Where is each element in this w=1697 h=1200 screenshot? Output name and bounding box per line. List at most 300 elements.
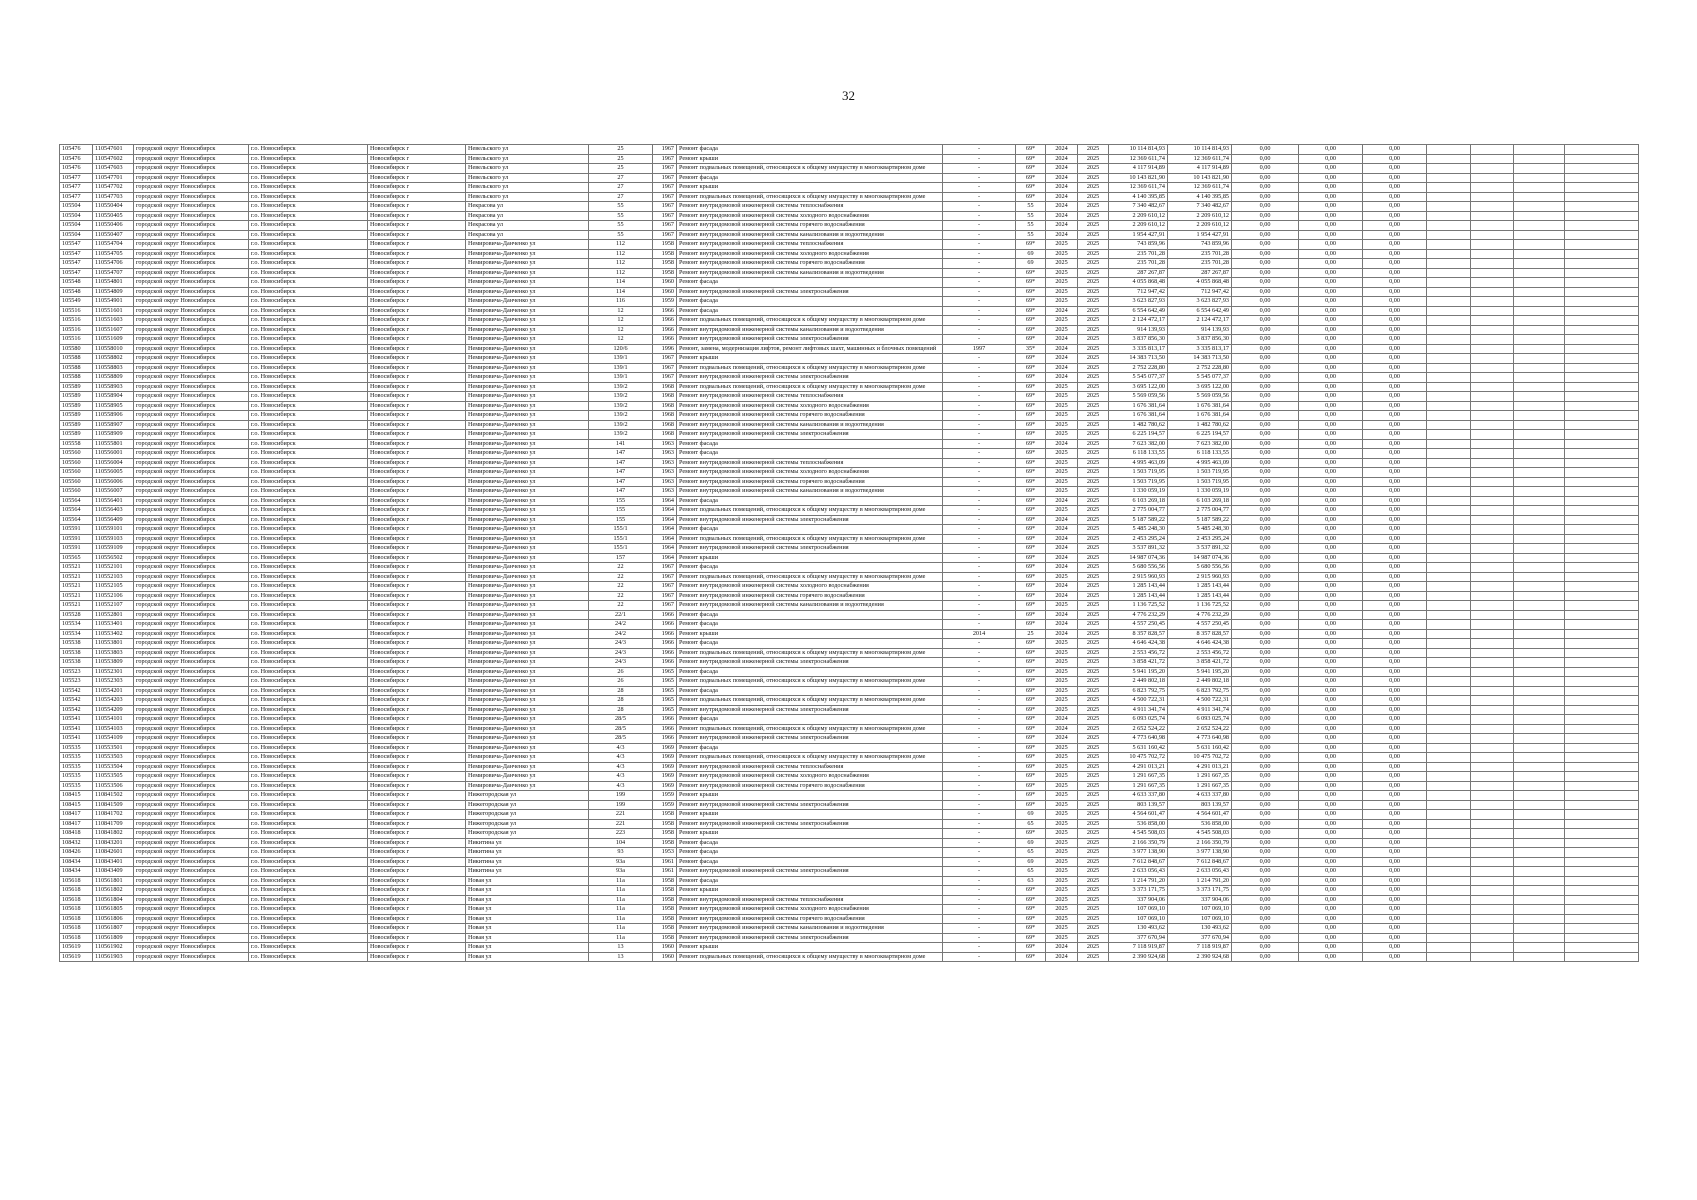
budget-local-cell: 0,00: [1363, 230, 1427, 240]
total-cost-cell: 337 904,06: [1109, 895, 1168, 905]
budget-federal-cell: 0,00: [1232, 601, 1299, 611]
budget-federal-cell: 0,00: [1232, 164, 1299, 174]
plan-year-start-cell: 2025: [1046, 420, 1078, 430]
empty-cell: [1427, 202, 1471, 212]
wear-cell: 69*: [1016, 563, 1046, 573]
total-cost-cell: 3 858 421,72: [1109, 658, 1168, 668]
budget-local-cell: 0,00: [1363, 420, 1427, 430]
empty-cell: [1471, 202, 1514, 212]
wear-cell: 69*: [1016, 420, 1046, 430]
empty-cell: [1427, 382, 1471, 392]
district-cell: городской округ Новосибирск: [134, 430, 249, 440]
district-cell: городской округ Новосибирск: [134, 268, 249, 278]
table-row: [60, 230, 1639, 240]
city-cell: Новосибирск г: [368, 563, 466, 573]
work-type-cell: Ремонт внутридомовой инженерной системы горячего водоснабжения: [677, 914, 943, 924]
total-cost-cell: 2 633 056,43: [1109, 867, 1168, 877]
total-cost-cell: 7 340 482,67: [1109, 202, 1168, 212]
budget-federal-cell: 0,00: [1232, 534, 1299, 544]
street-cell: Никитина ул: [466, 848, 589, 858]
total-cost-cell: 10 475 702,72: [1109, 753, 1168, 763]
build-year-cell: 1969: [653, 762, 677, 772]
build-year-cell: 1961: [653, 867, 677, 877]
table-row: [60, 819, 1639, 829]
empty-cell: [1565, 515, 1639, 525]
total-cost-cell: 1 954 427,91: [1109, 230, 1168, 240]
city-cell: Новосибирск г: [368, 173, 466, 183]
table-row: [60, 449, 1639, 459]
build-year-cell: 1960: [653, 952, 677, 962]
empty-cell: [1427, 287, 1471, 297]
lift-year-cell: -: [943, 164, 1016, 174]
house-id-cell: 105618: [60, 876, 93, 886]
empty-cell: [1514, 677, 1565, 687]
budget-local-cell: 0,00: [1363, 639, 1427, 649]
budget-regional-cell: 0,00: [1299, 202, 1363, 212]
empty-cell: [1565, 354, 1639, 364]
lift-year-cell: -: [943, 249, 1016, 259]
work-type-cell: Ремонт внутридомовой инженерной системы холодного водоснабжения: [677, 401, 943, 411]
empty-cell: [1514, 363, 1565, 373]
work-id-cell: 110550407: [93, 230, 134, 240]
district-cell: городской округ Новосибирск: [134, 791, 249, 801]
budget-local-cell: 0,00: [1363, 240, 1427, 250]
city-cell: Новосибирск г: [368, 667, 466, 677]
plan-year-end-cell: 2025: [1078, 325, 1109, 335]
house-id-cell: 105534: [60, 620, 93, 630]
empty-cell: [1427, 354, 1471, 364]
district-cell: городской округ Новосибирск: [134, 287, 249, 297]
build-year-cell: 1964: [653, 515, 677, 525]
house-id-cell: 105477: [60, 183, 93, 193]
empty-cell: [1427, 344, 1471, 354]
total-cost-cell: 4 117 914,89: [1109, 164, 1168, 174]
wear-cell: 69*: [1016, 363, 1046, 373]
total-cost-cell: 2 209 610,12: [1109, 221, 1168, 231]
plan-year-start-cell: 2025: [1046, 458, 1078, 468]
work-id-cell: 110561902: [93, 943, 134, 953]
house-id-cell: 105591: [60, 544, 93, 554]
budget-federal-cell: 0,00: [1232, 230, 1299, 240]
street-cell: Нижегородская ул: [466, 810, 589, 820]
budget-federal-cell: 0,00: [1232, 411, 1299, 421]
plan-year-start-cell: 2025: [1046, 705, 1078, 715]
table-row: [60, 610, 1639, 620]
fund-cost-cell: 14 383 713,50: [1168, 354, 1232, 364]
empty-cell: [1565, 734, 1639, 744]
build-year-cell: 1967: [653, 202, 677, 212]
fund-cost-cell: 1 676 381,64: [1168, 401, 1232, 411]
budget-federal-cell: 0,00: [1232, 724, 1299, 734]
city-cell: Новосибирск г: [368, 230, 466, 240]
empty-cell: [1514, 164, 1565, 174]
street-cell: Немировича-Данченко ул: [466, 373, 589, 383]
fund-cost-cell: 4 557 250,45: [1168, 620, 1232, 630]
house-number-cell: 55: [589, 202, 653, 212]
empty-cell: [1565, 420, 1639, 430]
work-type-cell: Ремонт подвальных помещений, относящихся к общему имуществу в многоквартирном доме: [677, 506, 943, 516]
empty-cell: [1427, 800, 1471, 810]
empty-cell: [1427, 240, 1471, 250]
house-number-cell: 11а: [589, 876, 653, 886]
wear-cell: 69*: [1016, 648, 1046, 658]
house-id-cell: 105547: [60, 249, 93, 259]
city-cell: Новосибирск г: [368, 506, 466, 516]
wear-cell: 35*: [1016, 344, 1046, 354]
street-cell: Немировича-Данченко ул: [466, 306, 589, 316]
work-id-cell: 110558802: [93, 354, 134, 364]
work-type-cell: Ремонт фасада: [677, 715, 943, 725]
district-cell: городской округ Новосибирск: [134, 278, 249, 288]
work-id-cell: 110561903: [93, 952, 134, 962]
empty-cell: [1471, 344, 1514, 354]
fund-cost-cell: 3 537 891,32: [1168, 544, 1232, 554]
empty-cell: [1427, 183, 1471, 193]
empty-cell: [1565, 924, 1639, 934]
empty-cell: [1565, 943, 1639, 953]
work-id-cell: 110556007: [93, 487, 134, 497]
work-id-cell: 110554704: [93, 240, 134, 250]
house-number-cell: 147: [589, 458, 653, 468]
empty-cell: [1514, 306, 1565, 316]
house-number-cell: 25: [589, 154, 653, 164]
total-cost-cell: 4 911 341,74: [1109, 705, 1168, 715]
empty-cell: [1565, 297, 1639, 307]
street-cell: Немировича-Данченко ул: [466, 420, 589, 430]
house-id-cell: 105548: [60, 287, 93, 297]
fund-cost-cell: 8 357 828,57: [1168, 629, 1232, 639]
lift-year-cell: -: [943, 838, 1016, 848]
street-cell: Немировича-Данченко ул: [466, 677, 589, 687]
build-year-cell: 1969: [653, 753, 677, 763]
empty-cell: [1471, 316, 1514, 326]
wear-cell: 69: [1016, 857, 1046, 867]
empty-cell: [1514, 249, 1565, 259]
empty-cell: [1514, 696, 1565, 706]
budget-local-cell: 0,00: [1363, 392, 1427, 402]
table-row: [60, 648, 1639, 658]
work-type-cell: Ремонт подвальных помещений, относящихся к общему имуществу в многоквартирном доме: [677, 316, 943, 326]
budget-local-cell: 0,00: [1363, 943, 1427, 953]
municipality-cell: г.о. Новосибирск: [249, 829, 368, 839]
work-type-cell: Ремонт фасада: [677, 620, 943, 630]
plan-year-end-cell: 2025: [1078, 715, 1109, 725]
municipality-cell: г.о. Новосибирск: [249, 373, 368, 383]
budget-federal-cell: 0,00: [1232, 297, 1299, 307]
table-row: [60, 914, 1639, 924]
table-row: [60, 192, 1639, 202]
budget-regional-cell: 0,00: [1299, 553, 1363, 563]
house-number-cell: 22: [589, 572, 653, 582]
plan-year-end-cell: 2025: [1078, 781, 1109, 791]
build-year-cell: 1960: [653, 278, 677, 288]
work-id-cell: 110558909: [93, 430, 134, 440]
total-cost-cell: 7 118 919,87: [1109, 943, 1168, 953]
wear-cell: 69*: [1016, 325, 1046, 335]
budget-local-cell: 0,00: [1363, 544, 1427, 554]
table-row: [60, 373, 1639, 383]
lift-year-cell: -: [943, 572, 1016, 582]
empty-cell: [1514, 819, 1565, 829]
empty-cell: [1471, 620, 1514, 630]
district-cell: городской округ Новосибирск: [134, 249, 249, 259]
house-id-cell: 108432: [60, 838, 93, 848]
house-number-cell: 112: [589, 268, 653, 278]
build-year-cell: 1959: [653, 297, 677, 307]
empty-cell: [1471, 772, 1514, 782]
plan-year-start-cell: 2024: [1046, 715, 1078, 725]
fund-cost-cell: 1 330 059,19: [1168, 487, 1232, 497]
work-type-cell: Ремонт внутридомовой инженерной системы холодного водоснабжения: [677, 211, 943, 221]
budget-local-cell: 0,00: [1363, 287, 1427, 297]
city-cell: Новосибирск г: [368, 515, 466, 525]
lift-year-cell: -: [943, 867, 1016, 877]
municipality-cell: г.о. Новосибирск: [249, 610, 368, 620]
empty-cell: [1565, 154, 1639, 164]
district-cell: городской округ Новосибирск: [134, 582, 249, 592]
work-type-cell: Ремонт внутридомовой инженерной системы электроснабжения: [677, 734, 943, 744]
total-cost-cell: 3 537 891,32: [1109, 544, 1168, 554]
plan-year-end-cell: 2025: [1078, 696, 1109, 706]
plan-year-start-cell: 2024: [1046, 192, 1078, 202]
empty-cell: [1427, 297, 1471, 307]
municipality-cell: г.о. Новосибирск: [249, 515, 368, 525]
plan-year-start-cell: 2024: [1046, 363, 1078, 373]
empty-cell: [1471, 924, 1514, 934]
budget-federal-cell: 0,00: [1232, 563, 1299, 573]
house-number-cell: 27: [589, 192, 653, 202]
budget-regional-cell: 0,00: [1299, 943, 1363, 953]
work-id-cell: 110561805: [93, 905, 134, 915]
budget-federal-cell: 0,00: [1232, 268, 1299, 278]
street-cell: Немировича-Данченко ул: [466, 658, 589, 668]
city-cell: Новосибирск г: [368, 145, 466, 155]
total-cost-cell: 6 554 642,49: [1109, 306, 1168, 316]
work-type-cell: Ремонт фасада: [677, 306, 943, 316]
house-id-cell: 105538: [60, 639, 93, 649]
house-number-cell: 112: [589, 259, 653, 269]
municipality-cell: г.о. Новосибирск: [249, 753, 368, 763]
empty-cell: [1514, 772, 1565, 782]
budget-regional-cell: 0,00: [1299, 259, 1363, 269]
fund-cost-cell: 12 369 611,74: [1168, 183, 1232, 193]
budget-regional-cell: 0,00: [1299, 211, 1363, 221]
municipality-cell: г.о. Новосибирск: [249, 183, 368, 193]
house-number-cell: 139/2: [589, 411, 653, 421]
empty-cell: [1427, 449, 1471, 459]
fund-cost-cell: 1 503 719,95: [1168, 477, 1232, 487]
table-row: [60, 202, 1639, 212]
house-number-cell: 22: [589, 582, 653, 592]
fund-cost-cell: 2 166 350,79: [1168, 838, 1232, 848]
work-type-cell: Ремонт фасада: [677, 145, 943, 155]
budget-federal-cell: 0,00: [1232, 629, 1299, 639]
house-number-cell: 93а: [589, 857, 653, 867]
house-number-cell: 155/1: [589, 525, 653, 535]
empty-cell: [1427, 506, 1471, 516]
total-cost-cell: 4 776 232,29: [1109, 610, 1168, 620]
empty-cell: [1427, 867, 1471, 877]
empty-cell: [1471, 382, 1514, 392]
empty-cell: [1514, 230, 1565, 240]
plan-year-end-cell: 2025: [1078, 145, 1109, 155]
work-id-cell: 110559103: [93, 534, 134, 544]
empty-cell: [1565, 819, 1639, 829]
empty-cell: [1565, 563, 1639, 573]
empty-cell: [1514, 392, 1565, 402]
house-id-cell: 105541: [60, 724, 93, 734]
street-cell: Немировича-Данченко ул: [466, 449, 589, 459]
empty-cell: [1471, 278, 1514, 288]
lift-year-cell: -: [943, 145, 1016, 155]
fund-cost-cell: 4 291 013,21: [1168, 762, 1232, 772]
house-id-cell: 105560: [60, 449, 93, 459]
empty-cell: [1514, 515, 1565, 525]
budget-federal-cell: 0,00: [1232, 145, 1299, 155]
budget-local-cell: 0,00: [1363, 563, 1427, 573]
budget-federal-cell: 0,00: [1232, 686, 1299, 696]
budget-federal-cell: 0,00: [1232, 468, 1299, 478]
empty-cell: [1565, 848, 1639, 858]
work-type-cell: Ремонт внутридомовой инженерной системы электроснабжения: [677, 705, 943, 715]
fund-cost-cell: 235 701,28: [1168, 259, 1232, 269]
budget-local-cell: 0,00: [1363, 477, 1427, 487]
table-row: [60, 582, 1639, 592]
city-cell: Новосибирск г: [368, 791, 466, 801]
build-year-cell: 1966: [653, 306, 677, 316]
work-type-cell: Ремонт фасада: [677, 278, 943, 288]
empty-cell: [1427, 164, 1471, 174]
lift-year-cell: -: [943, 544, 1016, 554]
build-year-cell: 1958: [653, 886, 677, 896]
budget-federal-cell: 0,00: [1232, 211, 1299, 221]
house-id-cell: 105547: [60, 240, 93, 250]
table-row: [60, 439, 1639, 449]
house-number-cell: 4/3: [589, 762, 653, 772]
district-cell: городской округ Новосибирск: [134, 382, 249, 392]
street-cell: Новая ул: [466, 924, 589, 934]
empty-cell: [1427, 933, 1471, 943]
city-cell: Новосибирск г: [368, 458, 466, 468]
fund-cost-cell: 536 858,00: [1168, 819, 1232, 829]
work-type-cell: Ремонт внутридомовой инженерной системы горячего водоснабжения: [677, 591, 943, 601]
total-cost-cell: 1 330 059,19: [1109, 487, 1168, 497]
empty-cell: [1471, 373, 1514, 383]
district-cell: городской округ Новосибирск: [134, 810, 249, 820]
empty-cell: [1427, 724, 1471, 734]
total-cost-cell: 4 564 601,47: [1109, 810, 1168, 820]
empty-cell: [1427, 211, 1471, 221]
plan-year-start-cell: 2025: [1046, 278, 1078, 288]
municipality-cell: г.о. Новосибирск: [249, 458, 368, 468]
budget-federal-cell: 0,00: [1232, 838, 1299, 848]
plan-year-end-cell: 2025: [1078, 591, 1109, 601]
wear-cell: 69*: [1016, 943, 1046, 953]
plan-year-end-cell: 2025: [1078, 743, 1109, 753]
budget-federal-cell: 0,00: [1232, 192, 1299, 202]
lift-year-cell: -: [943, 601, 1016, 611]
city-cell: Новосибирск г: [368, 772, 466, 782]
table-row: [60, 781, 1639, 791]
budget-regional-cell: 0,00: [1299, 753, 1363, 763]
plan-year-end-cell: 2025: [1078, 297, 1109, 307]
plan-year-end-cell: 2025: [1078, 876, 1109, 886]
budget-local-cell: 0,00: [1363, 164, 1427, 174]
build-year-cell: 1958: [653, 933, 677, 943]
fund-cost-cell: 107 069,10: [1168, 905, 1232, 915]
house-id-cell: 105535: [60, 781, 93, 791]
work-type-cell: Ремонт фасада: [677, 876, 943, 886]
empty-cell: [1471, 743, 1514, 753]
build-year-cell: 1967: [653, 572, 677, 582]
total-cost-cell: 7 623 382,00: [1109, 439, 1168, 449]
plan-year-start-cell: 2024: [1046, 724, 1078, 734]
house-number-cell: 28/5: [589, 724, 653, 734]
build-year-cell: 1958: [653, 810, 677, 820]
total-cost-cell: 14 383 713,50: [1109, 354, 1168, 364]
street-cell: Немировича-Данченко ул: [466, 382, 589, 392]
wear-cell: 69*: [1016, 154, 1046, 164]
empty-cell: [1427, 591, 1471, 601]
total-cost-cell: 14 987 074,36: [1109, 553, 1168, 563]
budget-local-cell: 0,00: [1363, 791, 1427, 801]
work-type-cell: Ремонт внутридомовой инженерной системы канализования и водоотведения: [677, 420, 943, 430]
empty-cell: [1427, 686, 1471, 696]
work-id-cell: 110561807: [93, 924, 134, 934]
municipality-cell: г.о. Новосибирск: [249, 145, 368, 155]
build-year-cell: 1964: [653, 544, 677, 554]
empty-cell: [1471, 515, 1514, 525]
empty-cell: [1471, 876, 1514, 886]
street-cell: Немировича-Данченко ул: [466, 411, 589, 421]
build-year-cell: 1964: [653, 496, 677, 506]
empty-cell: [1471, 183, 1514, 193]
house-number-cell: 26: [589, 677, 653, 687]
house-number-cell: 22/1: [589, 610, 653, 620]
repair-program-table: [59, 144, 1639, 962]
house-id-cell: 105535: [60, 772, 93, 782]
lift-year-cell: -: [943, 819, 1016, 829]
empty-cell: [1514, 753, 1565, 763]
empty-cell: [1565, 886, 1639, 896]
table-row: [60, 297, 1639, 307]
budget-federal-cell: 0,00: [1232, 335, 1299, 345]
work-type-cell: Ремонт крыши: [677, 553, 943, 563]
district-cell: городской округ Новосибирск: [134, 230, 249, 240]
work-type-cell: Ремонт фасада: [677, 743, 943, 753]
plan-year-end-cell: 2025: [1078, 791, 1109, 801]
lift-year-cell: -: [943, 430, 1016, 440]
budget-regional-cell: 0,00: [1299, 145, 1363, 155]
budget-local-cell: 0,00: [1363, 572, 1427, 582]
plan-year-end-cell: 2025: [1078, 192, 1109, 202]
house-id-cell: 105504: [60, 221, 93, 231]
empty-cell: [1565, 164, 1639, 174]
municipality-cell: г.о. Новосибирск: [249, 344, 368, 354]
house-id-cell: 105618: [60, 886, 93, 896]
plan-year-end-cell: 2025: [1078, 857, 1109, 867]
total-cost-cell: 5 941 195,20: [1109, 667, 1168, 677]
plan-year-end-cell: 2025: [1078, 895, 1109, 905]
table-row: [60, 933, 1639, 943]
empty-cell: [1427, 838, 1471, 848]
house-id-cell: 105564: [60, 506, 93, 516]
total-cost-cell: 712 947,42: [1109, 287, 1168, 297]
work-id-cell: 110554201: [93, 686, 134, 696]
street-cell: Немировича-Данченко ул: [466, 297, 589, 307]
budget-federal-cell: 0,00: [1232, 363, 1299, 373]
street-cell: Немировича-Данченко ул: [466, 639, 589, 649]
